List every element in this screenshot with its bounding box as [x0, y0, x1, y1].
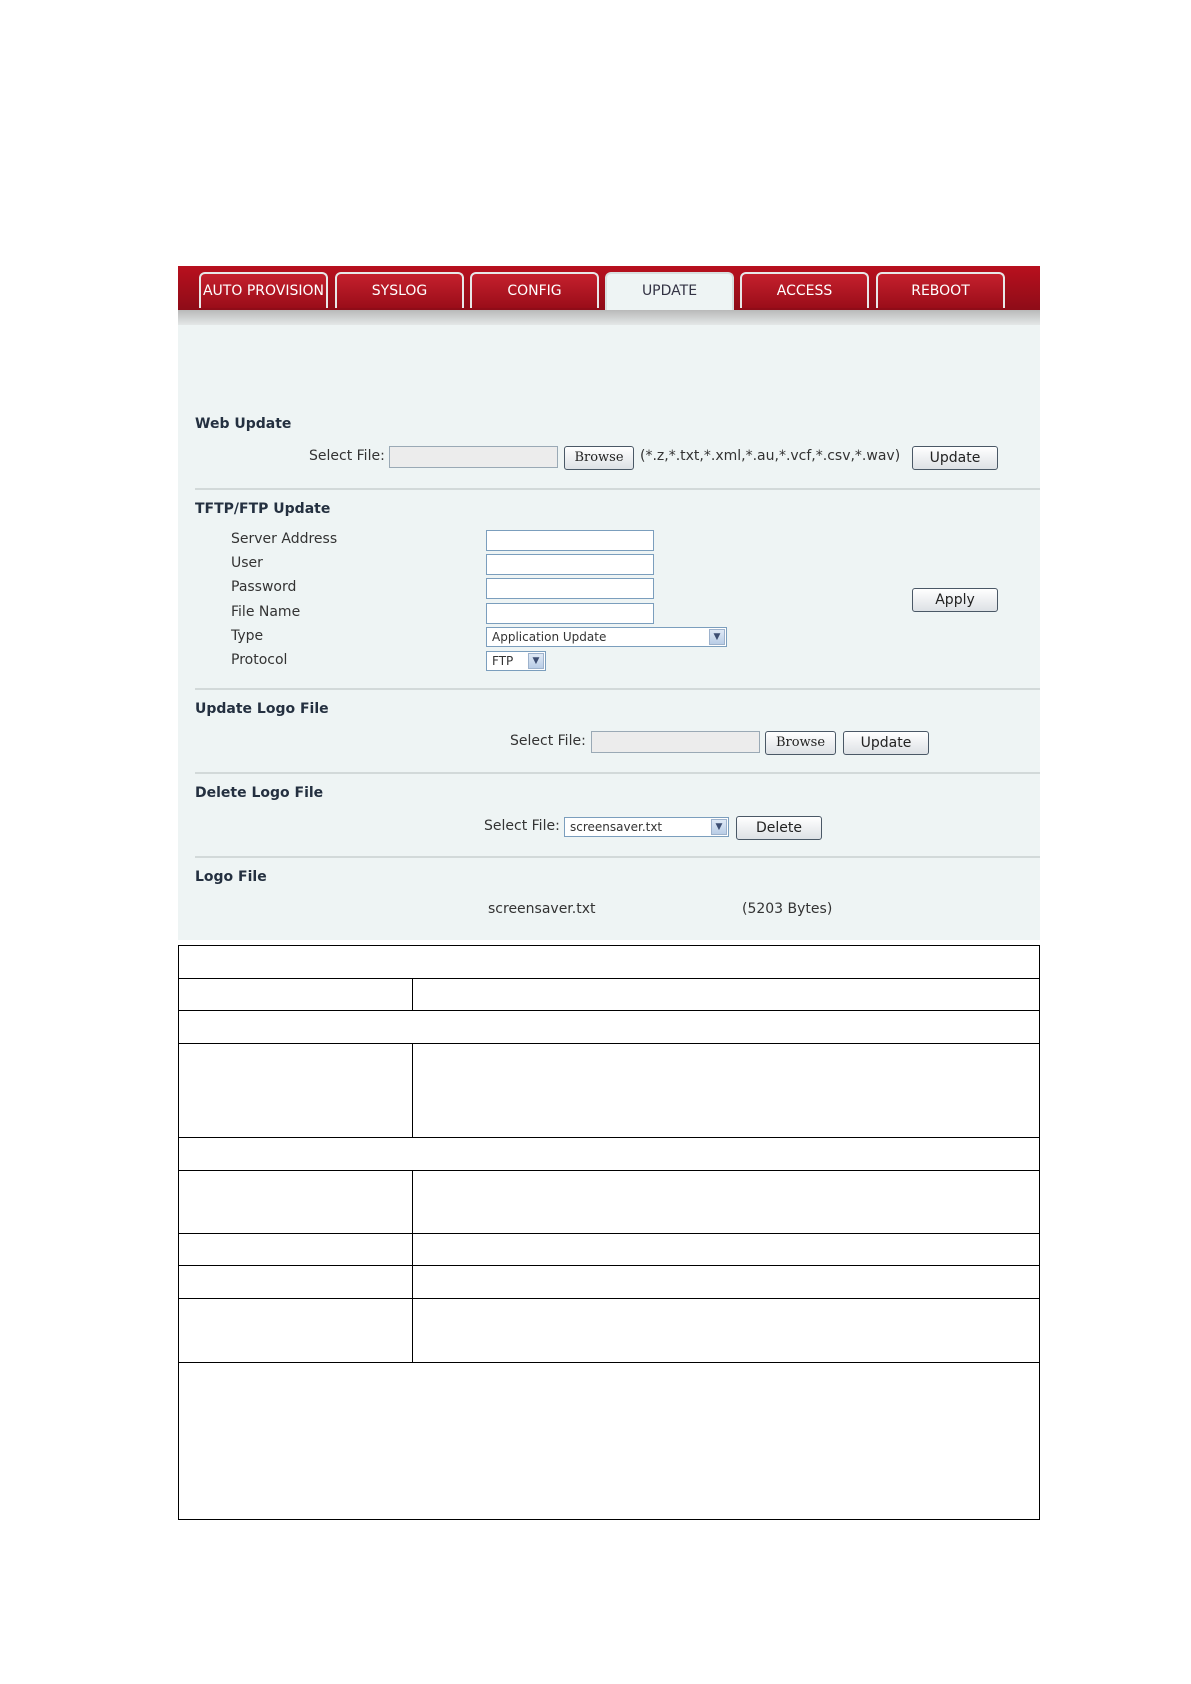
web-update-file-field[interactable]	[389, 446, 558, 468]
password-label: Password	[231, 579, 297, 595]
tab-config[interactable]: CONFIG	[470, 272, 599, 308]
logo-delete-select[interactable]	[564, 817, 729, 837]
password-input[interactable]	[486, 578, 654, 599]
logo-update-browse-button[interactable]: Browse	[765, 731, 836, 755]
separator	[195, 688, 1040, 690]
protocol-select-value: FTP	[492, 654, 514, 668]
table-row-line	[179, 1010, 1039, 1011]
separator	[195, 488, 1040, 490]
file-name-input[interactable]	[486, 603, 654, 624]
delete-logo-title: Delete Logo File	[195, 785, 324, 801]
delete-button[interactable]: Delete	[736, 816, 822, 840]
device-web-ui-screenshot	[178, 266, 1040, 940]
table-row-line	[179, 1170, 1039, 1171]
type-label: Type	[231, 628, 264, 644]
logo-file-title: Logo File	[195, 869, 267, 885]
table-row-line	[179, 1265, 1039, 1266]
type-select-value: Application Update	[492, 630, 607, 644]
server-address-label: Server Address	[231, 531, 338, 547]
apply-button[interactable]: Apply	[912, 588, 998, 612]
file-name-label: File Name	[231, 604, 301, 620]
server-address-input[interactable]	[486, 530, 654, 551]
table-column-line	[412, 978, 413, 1011]
table-row-line	[179, 1137, 1039, 1138]
document-table	[178, 945, 1040, 1520]
logo-file-size: (5203 Bytes)	[742, 901, 833, 917]
logo-update-file-field[interactable]	[591, 731, 760, 753]
type-select[interactable]	[486, 627, 727, 647]
web-update-title: Web Update	[195, 416, 292, 432]
logo-update-select-label: Select File:	[510, 733, 586, 749]
tab-update[interactable]: UPDATE	[605, 272, 734, 312]
web-update-button[interactable]: Update	[912, 446, 998, 470]
table-row-line	[179, 1298, 1039, 1299]
separator	[195, 772, 1040, 774]
tab-bar-shadow	[178, 310, 1040, 325]
tab-reboot[interactable]: REBOOT	[876, 272, 1005, 308]
table-row-line	[179, 1233, 1039, 1234]
tftp-update-title: TFTP/FTP Update	[195, 501, 331, 517]
table-column-line	[412, 1170, 413, 1363]
protocol-label: Protocol	[231, 652, 288, 668]
chevron-down-icon[interactable]: ▼	[711, 819, 727, 835]
chevron-down-icon[interactable]: ▼	[709, 629, 725, 645]
logo-file-name: screensaver.txt	[488, 901, 596, 917]
table-row-line	[179, 1362, 1039, 1363]
chevron-down-icon[interactable]: ▼	[528, 653, 544, 669]
web-update-select-label: Select File:	[309, 448, 385, 464]
update-logo-title: Update Logo File	[195, 701, 329, 717]
table-column-line	[412, 1043, 413, 1138]
web-update-browse-button[interactable]: Browse	[564, 446, 634, 470]
tab-bar	[178, 266, 1040, 310]
table-row-line	[179, 978, 1039, 979]
tab-access[interactable]: ACCESS	[740, 272, 869, 308]
web-update-file-types: (*.z,*.txt,*.xml,*.au,*.vcf,*.csv,*.wav)	[640, 448, 901, 464]
tab-syslog[interactable]: SYSLOG	[335, 272, 464, 308]
logo-delete-select-value: screensaver.txt	[570, 820, 663, 834]
user-label: User	[231, 555, 263, 571]
tab-auto-provision[interactable]: AUTO PROVISION	[199, 272, 328, 308]
table-row-line	[179, 1043, 1039, 1044]
protocol-select[interactable]	[486, 651, 546, 671]
user-input[interactable]	[486, 554, 654, 575]
logo-delete-select-label: Select File:	[484, 818, 560, 834]
separator	[195, 856, 1040, 858]
logo-update-button[interactable]: Update	[843, 731, 929, 755]
